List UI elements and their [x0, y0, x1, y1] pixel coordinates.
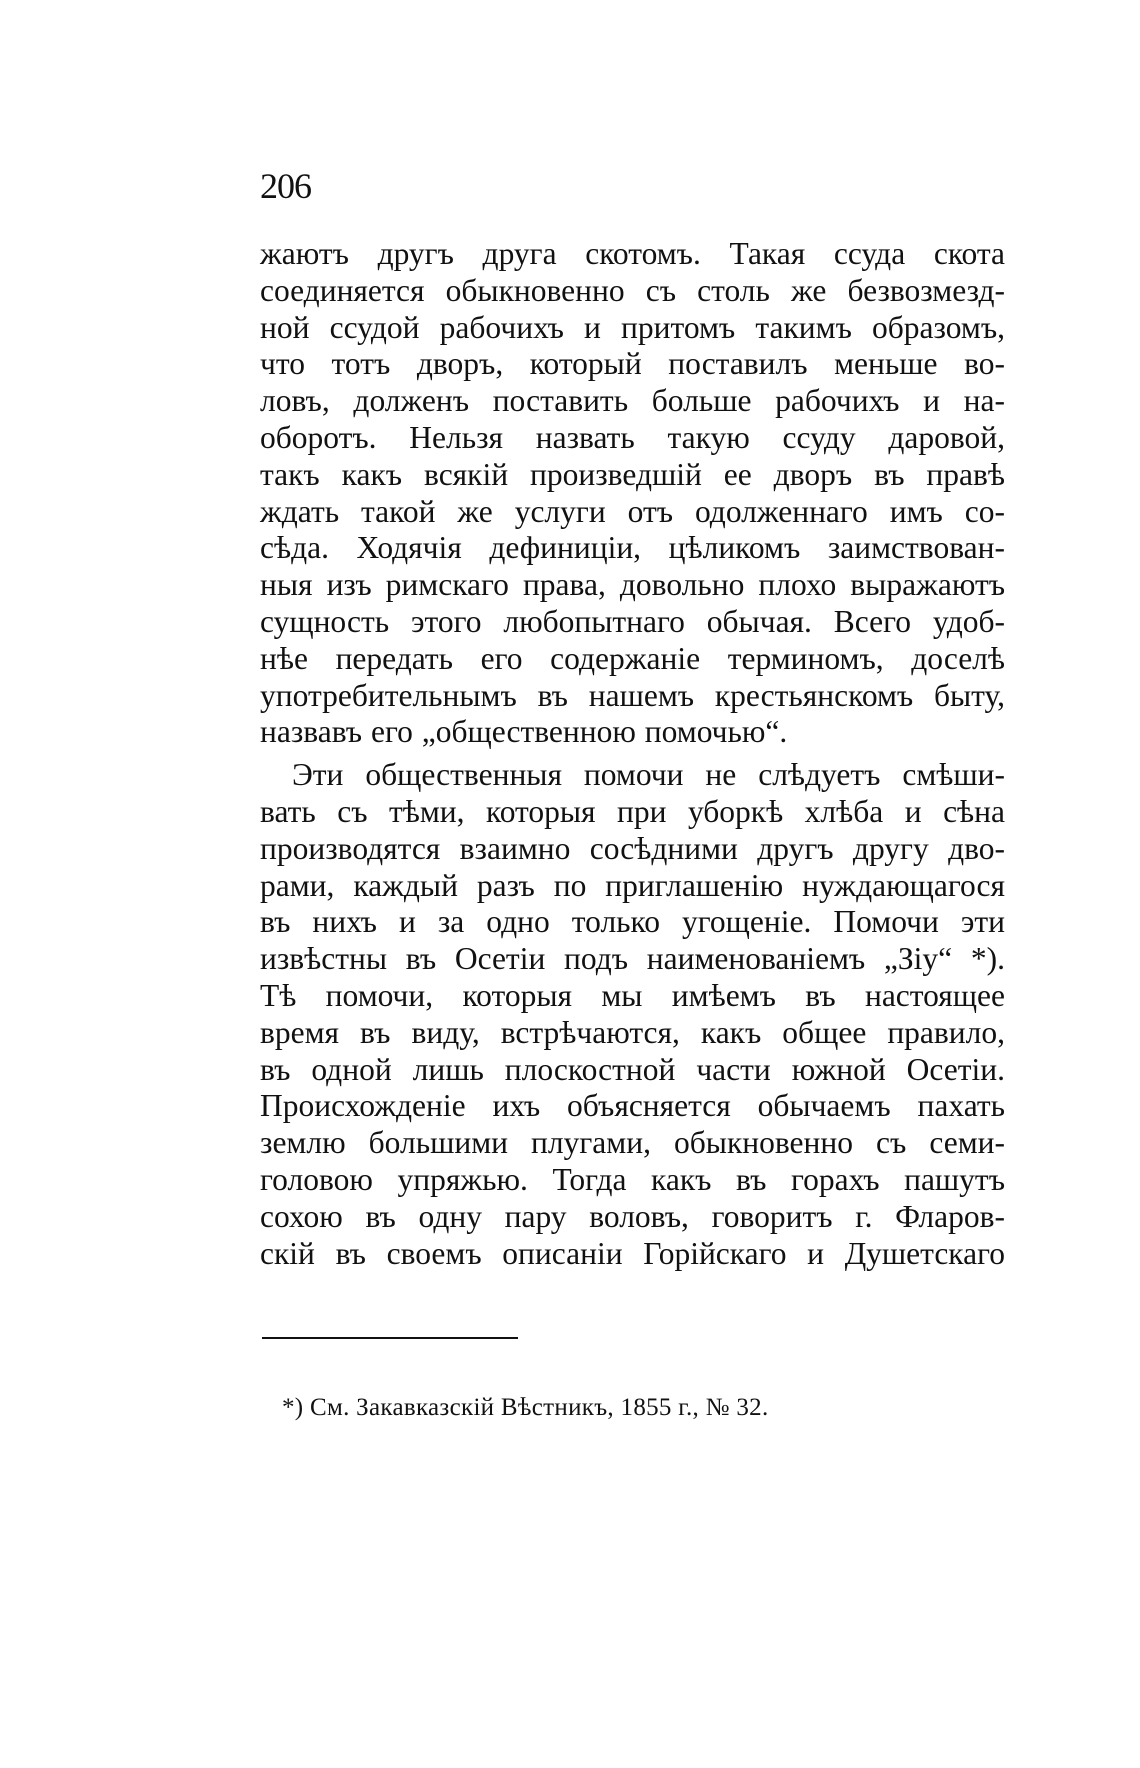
text-line: Эти общественныя помочи не слѣдуетъ смѣши- — [292, 757, 1005, 793]
text-line: ныя изъ римскаго права, довольно плохо выражаютъ — [260, 567, 1005, 603]
footnote-divider — [262, 1337, 518, 1339]
text-line: оборотъ. Нельзя назвать такую ссуду даровой, — [260, 419, 1005, 455]
page-number: 206 — [260, 166, 311, 206]
text-line: время въ виду, встрѣчаются, какъ общее правило, — [260, 1014, 1005, 1050]
text-line: скій въ своемъ описаніи Горійскаго и Душетскаго — [260, 1235, 1005, 1271]
text-line: сущность этого любопытнаго обычая. Всего удоб- — [260, 603, 1005, 639]
text-line: въ одной лишь плоскостной части южной Осетіи. — [260, 1051, 1005, 1087]
text-line: головою упряжью. Тогда какъ въ горахъ пашутъ — [260, 1161, 1005, 1197]
text-line: вать съ тѣми, которыя при уборкѣ хлѣба и сѣна — [260, 793, 1005, 829]
body-text — [260, 236, 1005, 1272]
text-line: употребительнымъ въ нашемъ крестьянскомъ быту, — [260, 677, 1005, 713]
text-line: ждать такой же услуги отъ одолженнаго имъ со- — [260, 493, 1005, 529]
text-line: что тотъ дворъ, который поставилъ меньше во- — [260, 346, 1005, 382]
text-line: нѣе передать его содержаніе терминомъ, доселѣ — [260, 640, 1005, 676]
text-line: Тѣ помочи, которыя мы имѣемъ въ настоящее — [260, 977, 1005, 1013]
paragraph-1 — [260, 236, 1005, 751]
text-line: производятся взаимно сосѣдними другъ другу дво- — [260, 830, 1005, 866]
text-line: Происхожденіе ихъ объясняется обычаемъ пахать — [260, 1088, 1005, 1124]
text-line: назвавъ его „общественною помочью“. — [260, 714, 788, 750]
text-line: извѣстны въ Осетіи подъ наименованіемъ „Зіу“ *). — [260, 941, 1005, 977]
text-line: ной ссудой рабочихъ и притомъ такимъ образомъ, — [260, 309, 1005, 345]
text-line: жаютъ другъ друга скотомъ. Такая ссуда скота — [260, 236, 1005, 271]
text-line: соединяется обыкновенно съ столь же безвозмезд- — [260, 272, 1005, 308]
text-line: рами, каждый разъ по приглашенію нуждающагося — [260, 867, 1005, 903]
paragraph-2 — [260, 757, 1005, 1272]
text-line: сѣда. Ходячія дефиниціи, цѣликомъ заимствован- — [260, 530, 1005, 566]
text-line: ловъ, долженъ поставить больше рабочихъ и на- — [260, 383, 1005, 419]
text-line: сохою въ одну пару воловъ, говоритъ г. Фларов- — [260, 1198, 1005, 1234]
text-line: въ нихъ и за одно только угощеніе. Помочи эти — [260, 904, 1005, 940]
text-line: землю большими плугами, обыкновенно съ семи- — [260, 1125, 1005, 1161]
footnote: *) См. Закавказскій Вѣстникъ, 1855 г., № 32. — [282, 1394, 769, 1421]
text-line: такъ какъ всякій произведшій ее дворъ въ правѣ — [260, 456, 1005, 492]
